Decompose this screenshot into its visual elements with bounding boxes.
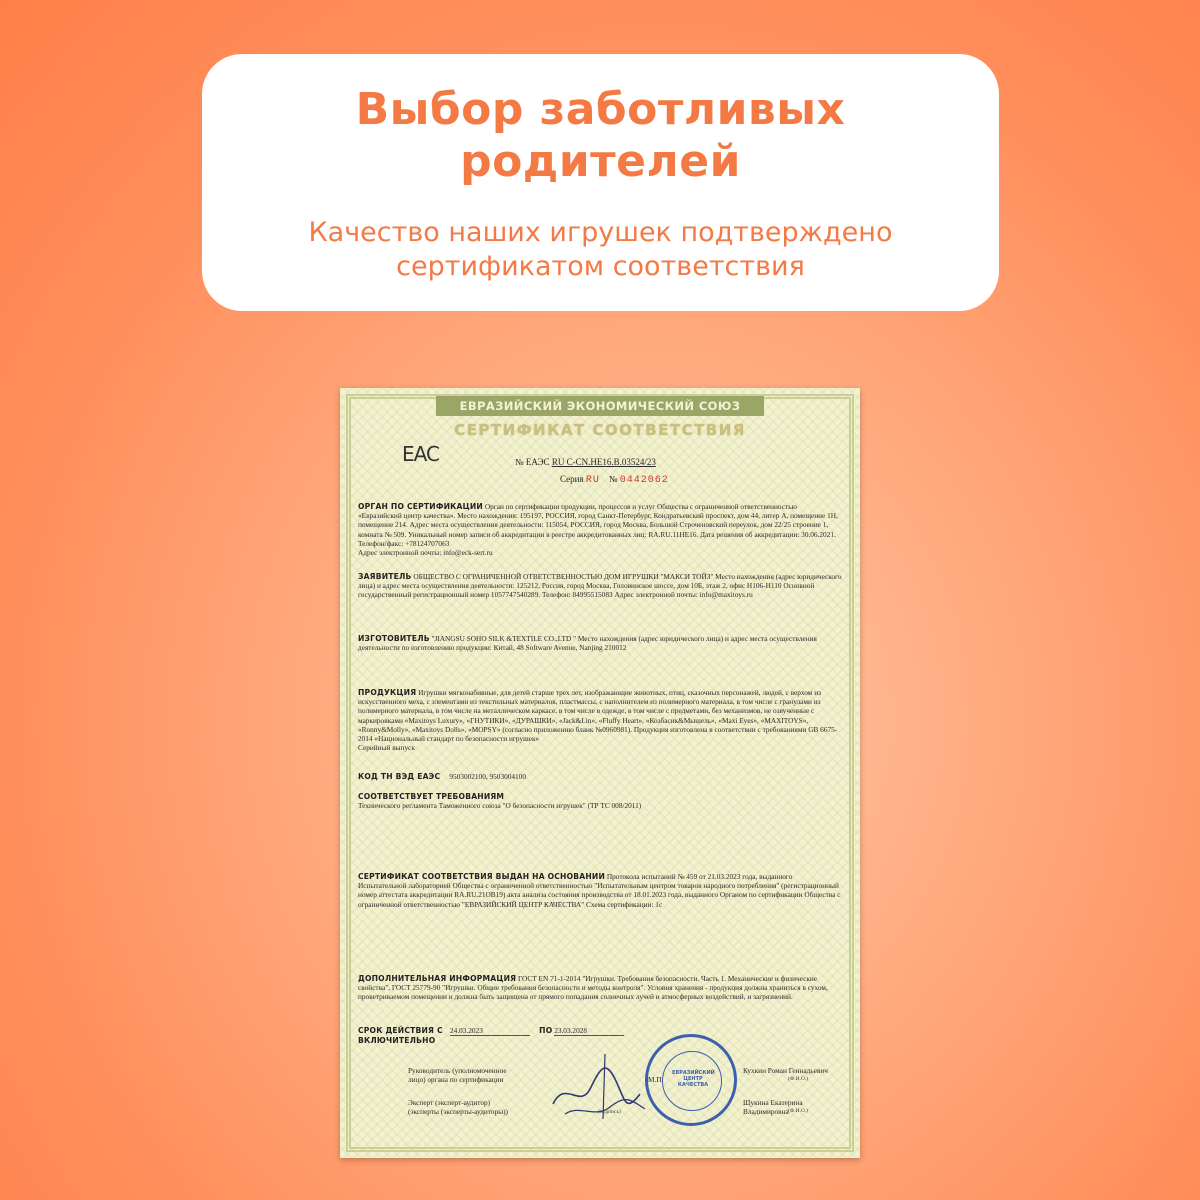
validity-heading-line-1: СРОК ДЕЙСТВИЯ С [358,1026,443,1035]
organ-section [358,502,842,557]
validity-heading-line-2: ВКЛЮЧИТЕЛЬНО [358,1036,436,1046]
product-section [358,688,842,752]
extra-text: ГОСТ EN 71-1-2014 "Игрушки. Требования безопасности. Часть 1. Механические и физические свойства", ГОСТ 25779-90 "Игрушки. Общие требования безопасности и методы контроля". Условия хранения - продукция должна храниться в сухом, проветриваемом помещении и должна быть защищена от прямого попадания солнечных лучей и атмосферных воздействий, и загрязнений. [358,974,828,1002]
head-fio-caption: (Ф.И.О.) [788,1076,809,1082]
head-name: Кухкин Роман Геннадьевич [743,1066,828,1075]
basis-text: Протокола испытаний № 459 от 21.03.2023 года, выданного Испытательной лабораторией Общества с ограниченной ответственностью "Испытательным центром товаров народного потребления" (регистрационный номер аттестата аккредитации RA.RU.21OB19) акта анализа состояния производства от 18.01.2023 года, выданного Органом по сертификации Общества с ограниченной ответственностью "ЕВРАЗИЙСКИЙ ЦЕНТР КАЧЕСТВА" Схема сертификации: 1с [358,872,841,909]
series-row [560,475,669,485]
manufacturer-text: "JIANGSU SOHO SILK &TEXTILE CO.,LTD " Место нахождения (адрес юридического лица) и адрес места осуществления деятельности по изготовлению продукции: Китай, 48 Software Avenue, Nanjing 210012 [358,634,817,653]
hero-title [202,84,999,188]
manufacturer-section [358,634,842,652]
certification-seal-icon [645,1034,737,1126]
expert-sign-caption: (подпись) [598,1109,621,1115]
hero-subtitle-line-2: сертификатом соответствия [396,251,805,282]
head-role-line-2: лицо) органа по сертификации [408,1075,504,1085]
code-value: 9503002100, 9503004100 [449,772,526,781]
code-heading: КОД ТН ВЭД ЕАЭС [358,772,441,781]
blank-number: 0442062 [619,475,669,486]
expert-fio-caption: (Ф.И.О.) [788,1108,809,1114]
organ-phone: Телефон/факс: +78124707063 [358,538,450,548]
certificate-content [350,394,850,1150]
extra-heading: ДОПОЛНИТЕЛЬНАЯ ИНФОРМАЦИЯ [358,974,517,983]
hero-card [202,54,999,311]
expert-name: Щукина Екатерина Владимировна [743,1098,803,1117]
applicant-section [358,572,842,600]
organ-email: Адрес электронной почты: info@eck-sert.ru [358,548,493,558]
certificate-number-row [515,458,656,467]
hero-title-line-1: Выбор заботливых [355,84,846,135]
expert-role-line-1: Эксперт (эксперт-аудитор) [408,1098,491,1107]
head-mp-label: М.П. [648,1075,664,1084]
complies-section [358,792,842,810]
product-heading: ПРОДУКЦИЯ [358,688,417,697]
certificate-title: СЕРТИФИКАТ СООТВЕТСТВИЯ [454,421,746,439]
hero-subtitle [202,216,999,284]
hero-subtitle-line-1: Качество наших игрушек подтверждено [308,217,893,248]
union-banner: ЕВРАЗИЙСКИЙ ЭКОНОМИЧЕСКИЙ СОЮЗ [436,396,764,416]
blank-label: № [608,474,618,484]
head-role-line-1: Руководитель (уполномоченное [408,1066,507,1075]
validity-section [358,1026,842,1045]
series-label: Серия [560,474,584,484]
eac-mark-icon: EAC [402,442,439,466]
code-section [358,772,842,781]
expert-role-line-2: (эксперты (эксперты-аудиторы)) [408,1107,508,1117]
product-serial: Серийный выпуск [358,743,415,753]
validity-from: 24.03.2023 [450,1026,530,1036]
basis-section [358,872,842,909]
seal-text: ЕВРАЗИЙСКИЙ ЦЕНТР КАЧЕСТВА [672,1070,715,1088]
complies-heading: СООТВЕТСТВУЕТ ТРЕБОВАНИЯМ [358,792,505,801]
number-label: № ЕАЭС [515,457,550,467]
applicant-text: ОБЩЕСТВО С ОГРАНИЧЕННОЙ ОТВЕТСТВЕННОСТЬЮ ДОМ ИГРУШКИ "МАКСИ ТОЙЗ" Место нахождения (адрес юридического лица) и адрес места осуществления деятельности: 125212, Россия, город Москва, Головинское шоссе, дом 10Б, этаж 2, офис Н106-Н110 Основной государственный регистрационный номер 1057747540289. Телефон: 84995515083 Адрес электронной почты: info@maxitoys.ru [358,572,842,600]
complies-text: Технического регламента Таможенного союза "О безопасности игрушек" (ТР ТС 008/2011) [358,801,642,811]
extra-info-section [358,974,842,1002]
basis-heading: СЕРТИФИКАТ СООТВЕТСТВИЯ ВЫДАН НА ОСНОВАНИИ [358,872,606,881]
certificate-image [340,388,860,1158]
validity-to-label: ПО [539,1026,553,1035]
hero-title-line-2: родителей [460,136,741,187]
manufacturer-heading: ИЗГОТОВИТЕЛЬ [358,634,430,643]
product-text: Игрушки мягконабивные, для детей старше трех лет, изображающие животных, птиц, сказочных персонажей, людей, с верхом из искусственного меха, с элементами из текстильных материалов, пластмассы, с наполнителем из полимерного материала, в том числе с гранулами из полимерного материала, в том числе на металлическом каркасе, в том числе в одежде, в том числе с предметами, без механизмов, не озвученные с маркировками «Maxitoys Luxury», «ГНУТИКИ», «ДУРАШКИ», «Jack&Lin», «Fluffy Heart», «Козбасик&Мышель», «Maxi Eyes», «MAXITOYS», «Ronny&Molly», «Maxitoys Dolls», «MOPSY» (согласно приложению бланк №0960981). Продукция изготовлена в соответствии с требованиями GB 6675-2014 «Национальный стандарт по безопасности игрушек» [358,688,838,744]
certificate-number: RU C-CN.HE16.B.03524/23 [551,457,656,467]
validity-to: 23.03.2028 [554,1026,624,1036]
applicant-heading: ЗАЯВИТЕЛЬ [358,572,412,581]
handwritten-signature-icon [545,1049,655,1124]
series-value: RU [585,475,600,486]
organ-heading: ОРГАН ПО СЕРТИФИКАЦИИ [358,502,483,511]
organ-text: Орган по сертификации продукции, процессов и услуг Общества с ограниченной ответственностью «Евразийский центр качества». Место нахождения: 195197, РОССИЯ, город Санкт-Петербург, Кондратьевский проспект, дом 44, литер А, помещение 1Н, помещение 214. Адрес места осуществления деятельности: 115054, РОССИЯ, город Москва, Большой Строченовский переулок, дом 22/25 строение 1, комната № 509. Уникальный номер записи об аккредитации в реестре аккредитованных лиц: RA.RU.11HE16. Дата решения об аккредитации: 30.06.2021. [358,502,838,539]
